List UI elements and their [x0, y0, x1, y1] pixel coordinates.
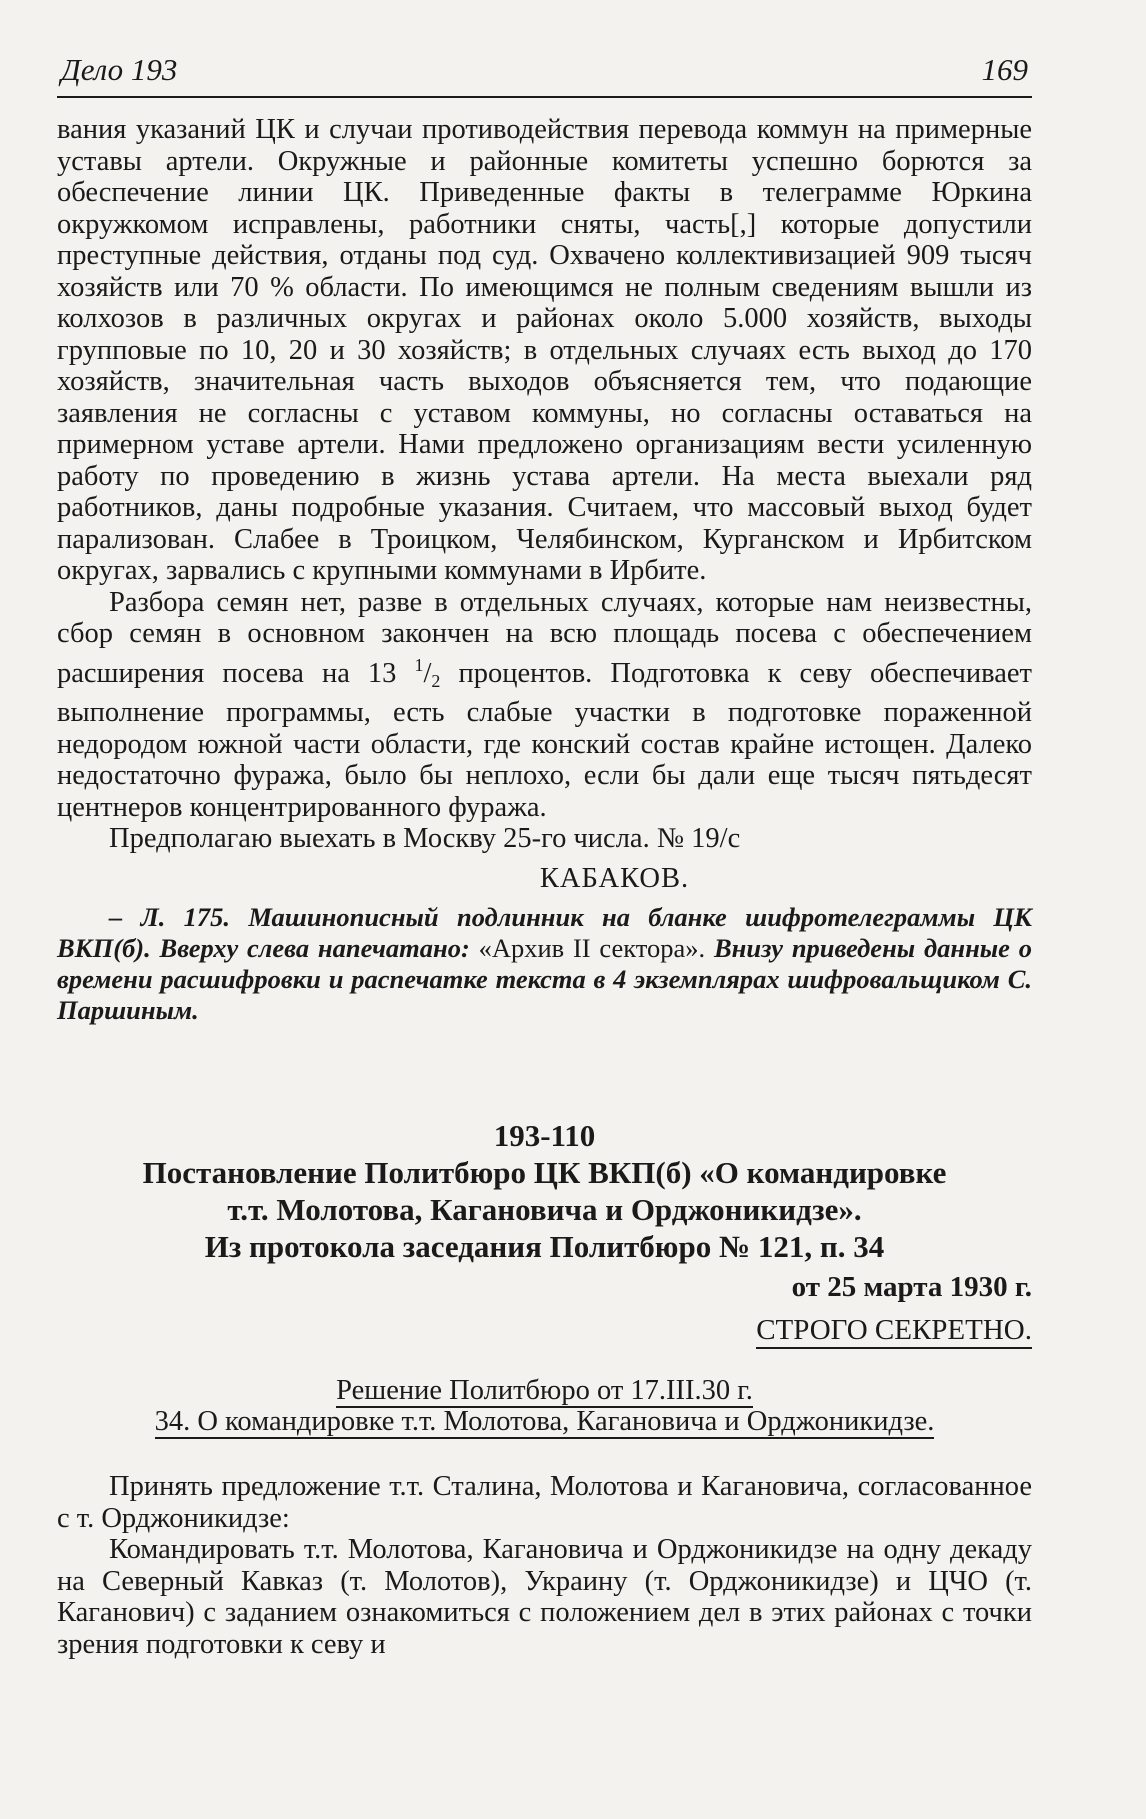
- document-title-line-1: Постановление Политбюро ЦК ВКП(б) «О командировке: [142, 1155, 947, 1190]
- classification-text: СТРОГО СЕКРЕТНО.: [756, 1314, 1032, 1349]
- resolution-body: [57, 1471, 1032, 1660]
- fraction-numerator: 1: [414, 654, 424, 675]
- page-number: 169: [981, 52, 1028, 87]
- classification-stamp: [57, 1313, 1032, 1347]
- agenda-item: [57, 1406, 1032, 1437]
- source-note: [57, 902, 1032, 1026]
- document-title-line-2: т.т. Молотова, Кагановича и Орджоникидзе».: [227, 1192, 862, 1227]
- source-note-part1: – Л. 175. Машинописный подлинник на бланке шифротелеграммы ЦК ВКП(б). Вверху слева напечатано:: [57, 902, 1032, 963]
- signature: КАБАКОВ.: [539, 862, 690, 894]
- document-title-line-3: Из протокола заседания Политбюро № 121, п. 34: [204, 1229, 885, 1264]
- source-note-archive: «Архив II сектора».: [478, 933, 706, 963]
- resolution-paragraph-2: Командировать т.т. Молотова, Кагановича и Орджоникидзе на одну декаду на Северный Кавказ (т. Молотов), Украину (т. Орджоникидзе) и ЦЧО (т. Каганович) с заданием ознакомиться с положением дел в этих районах с точки зрения подготовки к севу и: [57, 1534, 1032, 1660]
- source-note-part3: Внизу приведены данные о времени расшифровки и распечатке текста в 4 экземплярах шифровальщиком С. Паршиным.: [57, 933, 1032, 1025]
- agenda-item-text: 34. О командировке т.т. Молотова, Кагановича и Орджоникидзе.: [154, 1406, 935, 1437]
- decision-heading: [57, 1375, 1032, 1406]
- header-case-number: Дело 193: [61, 52, 178, 87]
- fraction-separator: /: [423, 657, 432, 689]
- spacer: [57, 1437, 1032, 1471]
- paragraph-seeds-text-b: процентов. Подготовка к севу обеспечивает выполнение программы, есть слабые участки в подготовке пораженной недородом южной части области, где конский состав крайне истощен. Далеко недостаточно фуража, было бы неплохо, если бы дали еще тысяч пятьдесят центнеров концентрированного фуража.: [57, 657, 1032, 823]
- paragraph-seeds: [57, 587, 1032, 824]
- telegram-body: [57, 114, 1032, 1026]
- paragraph-travel: Предполагаю выехать в Москву 25-го числа. № 19/с: [109, 823, 741, 854]
- paragraph-seeds-text-a: Разбора семян нет, разве в отдельных случаях, которые нам неизвестны, сбор семян в основном закончен на всю площадь посева с обеспечением расширения посева на 13: [57, 586, 1032, 689]
- fraction-denominator: 2: [431, 670, 441, 691]
- page: [57, 50, 1032, 1660]
- decision-text: Решение Политбюро от 17.III.30 г.: [336, 1375, 753, 1406]
- document-number: 193-110: [493, 1118, 596, 1153]
- paragraph-continuation: вания указаний ЦК и случаи противодействия перевода коммун на примерные уставы артели. Окружные и районные комитеты успешно борются за обеспечение линии ЦК. Приведенные факты в телеграмме Юркина окружкомом исправлены, работники сняты, часть[,] которые допустили преступные действия, отданы под суд. Охвачено коллективизацией 909 тысяч хозяйств или 70 % области. По имеющимся не полным сведениям вышли из колхозов в различных округах и районах около 5.000 хозяйств, выходы групповые по 10, 20 и 30 хозяйств; в отдельных случаях есть выход до 170 хозяйств, значительная часть выходов объясняется тем, что подающие заявления не согласны с уставом коммуны, но согласны оставаться на примерном уставе артели. Нами предложено организациям вести усиленную работу по проведению в жизнь устава артели. На места выехали ряд работников, даны подробные указания. Считаем, что массовый выход будет парализован. Слабее в Троицком, Челябинском, Курганском и Ирбитском округах, зарвались с крупными коммунами в Ирбите.: [57, 114, 1032, 586]
- running-header: [57, 50, 1032, 98]
- resolution-paragraph-1: Принять предложение т.т. Сталина, Молотова и Кагановича, согласованное с т. Орджоникидзе:: [57, 1471, 1032, 1534]
- document-date: от 25 марта 1930 г.: [791, 1271, 1032, 1303]
